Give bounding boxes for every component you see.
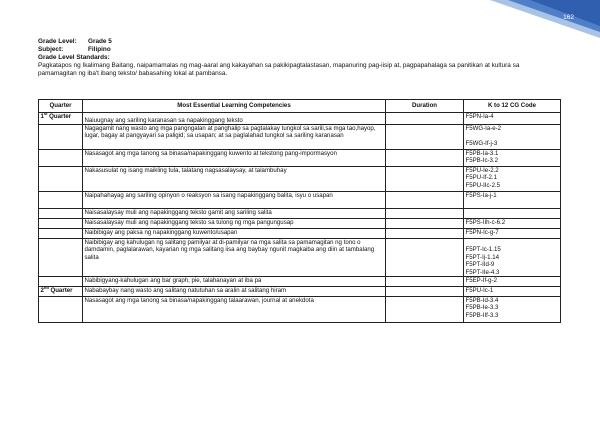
cg-code-cell	[464, 239, 561, 277]
cg-code-cell	[464, 167, 561, 192]
cg-code-cell	[464, 297, 561, 323]
table-row	[39, 167, 561, 192]
standards-text: Pagkatapos ng Ikalimang Baitang, naipamamalas ng mag-aaral ang kakayahan sa pakikipagtalastasan, mapanuring pag-iisip at, pagpapahalaga sa panitikan at kultura sa pamamagitan ng iba't ibang teksto/ babasahing lokal at pambansa.	[38, 62, 520, 77]
competency-cell: Nasasagot ang mga tanong sa binasa/napakinggang talaarawan, journal at anekdota	[83, 297, 386, 323]
duration-cell	[386, 209, 464, 219]
table-body	[39, 110, 561, 323]
duration-cell	[386, 287, 464, 297]
header-melc: Most Essential Learning Competencies	[83, 100, 386, 113]
standards-label: Grade Level Standards:	[38, 54, 110, 61]
quarter-cell	[39, 297, 83, 323]
quarter-cell	[39, 150, 83, 167]
quarter-suffix: nd	[43, 285, 49, 290]
cg-code: F5PB-Ic-3.2	[465, 157, 499, 165]
quarter-cell	[39, 110, 83, 125]
competency-cell: Naiuugnay ang sariling karanasan sa napakinggang teksto	[83, 113, 386, 125]
melc-table	[38, 99, 561, 323]
table-row	[39, 277, 561, 287]
cg-code-cell	[464, 209, 561, 219]
table-row	[39, 219, 561, 229]
cg-code	[466, 209, 559, 216]
duration-cell	[386, 125, 464, 150]
table-row	[39, 125, 561, 150]
table-row	[39, 150, 561, 167]
grade-level-value: Grade 5	[88, 38, 112, 45]
cg-code-cell	[464, 150, 561, 167]
quarter-cell	[39, 219, 83, 229]
duration-cell	[386, 113, 464, 125]
cg-code: F5PS-IIh-c-6.2	[465, 219, 506, 226]
duration-cell	[386, 239, 464, 277]
duration-cell	[386, 277, 464, 287]
table-row	[39, 209, 561, 219]
quarter-cell	[39, 192, 83, 209]
quarter-cell	[39, 229, 83, 239]
cg-code: F5PN-Ia-4	[465, 113, 494, 120]
cg-code: F5PU-Ic-1	[465, 287, 494, 295]
cg-code: F5PT-Ij-1.14	[465, 253, 500, 261]
competency-cell: Naisasalaysay muli ang napakinggang teksto gamit ang sariling salita	[83, 209, 386, 219]
cg-code-cell	[464, 277, 561, 287]
header-quarter: Quarter	[39, 100, 83, 113]
cg-code: F5PU-Ie-2.2	[465, 167, 499, 174]
table-row	[39, 297, 561, 323]
document-header	[38, 38, 558, 78]
cg-code: F5PU-If-2.1	[465, 174, 497, 182]
quarter-word: Quarter	[48, 287, 73, 295]
cg-code	[466, 132, 559, 139]
cg-code: F5PT-IId-9	[465, 261, 495, 269]
quarter-number: 2	[40, 287, 44, 295]
cg-code-cell	[464, 125, 561, 150]
header-cg-code: K to 12 CG Code	[464, 100, 561, 113]
duration-cell	[386, 192, 464, 209]
cg-code: F5WG-Ia-e-2	[465, 125, 502, 132]
quarter-cell	[39, 167, 83, 192]
duration-cell	[386, 219, 464, 229]
header-duration: Duration	[386, 100, 464, 113]
competency-cell: Nasasagot ang mga tanong sa binasa/napakinggang kuwento at tekstong pang-impormasyon	[83, 150, 386, 167]
cg-code: F5EP-If-g-2	[465, 277, 497, 285]
quarter-word: Quarter	[47, 113, 72, 120]
competency-cell: Naibibigay ang paksa ng napakinggang kuwento/usapan	[83, 229, 386, 239]
duration-cell	[386, 229, 464, 239]
table-row	[39, 239, 561, 277]
cg-code-cell	[464, 229, 561, 239]
table-row	[39, 229, 561, 239]
competency-cell: Naibibigay ang kahulugan ng salitang pamilyar at di-pamilyar na mga salita sa pamamagitan ng tono o damdamin, paglalarawan, kayarian ng mga salitang iisa ang baybay ngunit magkaiba ang diin at tambalang salita	[83, 239, 386, 277]
duration-cell	[386, 167, 464, 192]
cg-code: F5PB-Ia-3.1	[465, 150, 499, 157]
cg-code: F5PT-Ic-1.15	[465, 246, 501, 254]
cg-code-cell	[464, 287, 561, 297]
cg-code: F5PN-Ic-g-7	[465, 229, 499, 236]
subject-label: Subject:	[38, 46, 64, 53]
cg-code-cell	[464, 192, 561, 209]
competency-cell: Nakasusulat ng isang maikling tula, talatang nagsasalaysay, at talambuhay	[83, 167, 386, 192]
quarter-number: 1	[40, 113, 44, 120]
corner-decoration	[490, 0, 600, 38]
duration-cell	[386, 297, 464, 323]
cg-code: F5PU-IIc-2.5	[465, 181, 501, 189]
table-row	[39, 113, 561, 125]
grade-level-label: Grade Level:	[38, 38, 77, 45]
quarter-cell	[39, 239, 83, 277]
cg-code	[466, 239, 559, 246]
quarter-cell	[39, 209, 83, 219]
duration-cell	[386, 150, 464, 167]
cg-code: F5PB-Ie-3.3	[465, 304, 499, 312]
page-number: 162	[563, 14, 574, 21]
competency-cell: Nababaybay nang wasto ang salitang natutuhan sa aralin at salitang hiram	[83, 287, 386, 297]
competency-cell: Nagagamit nang wasto ang mga pangngalan at panghalip sa pagtalakay tungkol sa sarili,sa mga tao,hayop, lugar, bagay at pangyayari sa paligid; sa usapan; at sa paglalahad tungkol sa sariling karanasan	[83, 125, 386, 150]
cg-code: F5PB-IIf-3.3	[465, 311, 499, 319]
table-header-row	[39, 100, 561, 113]
table-row	[39, 287, 561, 297]
cg-code-cell	[464, 113, 561, 125]
subject-value: Filipino	[88, 46, 111, 53]
cg-code-cell	[464, 219, 561, 229]
cg-code: F5PB-Id-3.4	[465, 297, 499, 305]
table-row	[39, 192, 561, 209]
quarter-cell	[39, 287, 83, 297]
cg-code: F5PT-IIe-4.3	[465, 268, 500, 276]
competency-cell: Naisasalaysay muli ang napakinggang teksto sa tulong ng mga pangungusap	[83, 219, 386, 229]
quarter-suffix: st	[43, 110, 48, 116]
competency-cell: Naipahahayag ang sariling opinyon o reaksyon sa isang napakinggang balita, isyu o usapan	[83, 192, 386, 209]
cg-code: F5PS-Ia-j-1	[465, 192, 497, 199]
quarter-cell	[39, 125, 83, 150]
competency-cell: Nabibigyang-kahulugan ang bar graph, pie, talahanayan at iba pa	[83, 277, 386, 287]
cg-code: F5WG-If-j-3	[465, 139, 498, 147]
